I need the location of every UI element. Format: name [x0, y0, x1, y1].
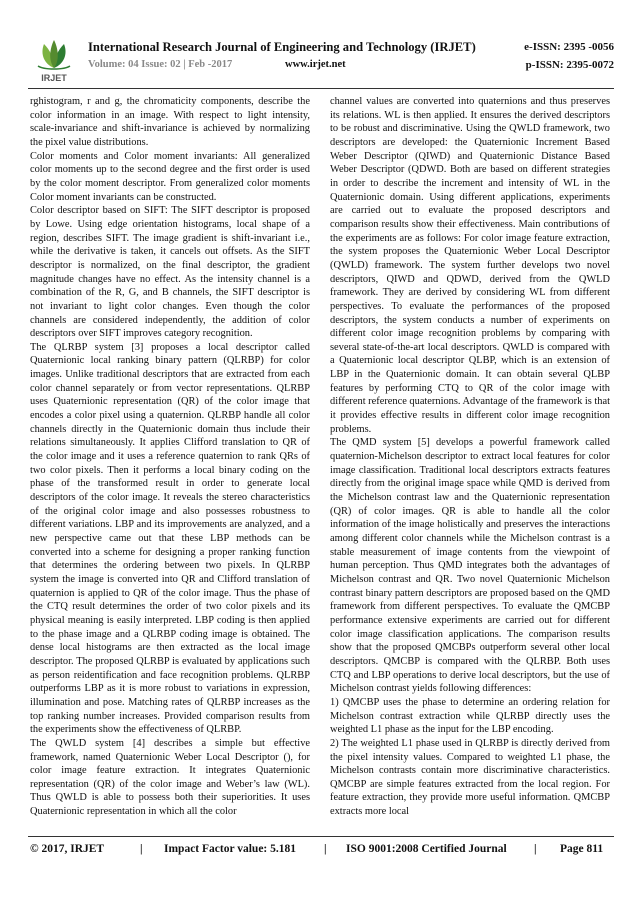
- paragraph: Color descriptor based on SIFT: The SIFT descriptor is proposed by Lowe. Using edge orientation histograms, local shape of a region, describes SIFT. The image gradient is shift-invariant i.e., while the derivative is taken, it cancels out offsets. As the SIFT descriptor is normalized, on the final descriptor, the gradient magnitude changes have no effect. As the intensity channel is a combination of the R, G, and B channels, the SIFT descriptor is not invariant to light color changes. Even though the color channels are considered independently, the addition of color descriptors over SIFT improves category recognition.: [30, 205, 310, 340]
- paragraph: 1) QMCBP uses the phase to determine an ordering relation for Michelson contrast extraction while QLRBP directly uses the weighted L1 phase as the input for the LBP encoding.: [330, 696, 610, 736]
- e-issn: e-ISSN: 2395 -0056: [524, 41, 614, 53]
- footer-separator: |: [324, 843, 327, 855]
- header-divider: [28, 88, 614, 89]
- impact-factor: Impact Factor value: 5.181: [164, 843, 297, 855]
- copyright: © 2017, IRJET: [30, 843, 105, 855]
- p-issn: p-ISSN: 2395-0072: [525, 59, 614, 71]
- paragraph: rghistogram, r and g, the chromaticity components, describe the color information in an image. With respect to light intensity, scale-invariance and shift-invariance is achieved by normalizing the pixel value distributions.: [30, 96, 310, 148]
- footer-divider: [28, 836, 614, 837]
- journal-title: International Research Journal of Engineering and Technology (IRJET): [88, 40, 476, 54]
- right-column: [330, 95, 610, 828]
- iso-certification: ISO 9001:2008 Certified Journal: [346, 843, 507, 855]
- paragraph: The QLRBP system [3] proposes a local descriptor called Quaternionic local ranking binary pattern (QLRBP) for color images. Unlike traditional descriptors that are extracted from each color channel separately or from vector representations. QLRBP uses Quaternionic representation (QR) of the color image that encodes a color pixel using a quaternion. QLRBP handle all color channels directly in the Quaternionic domain thus include their relations simultaneously. It applies Clifford translation to QR of the color image and it uses a reference quaternion to rank QRs of two color pixels. Then it performs a local binary coding on the phase of the transformed result in order to generate local descriptors of the color image. It reveals the stereo characteristics of the original color image and also possesses robustness to different variations. LBP and its improvements are analyzed, and a new perspective came out that these LBP methods can be converted into a scheme for designing a proper ranking function that determines the ordering between two pixels. In QLRBP system the image is converted into QR and Clifford translation of quaternion is applied to QR of the color image. Thus the phase of the CTQ result determines the order of two color pixels and its physical meaning is easily interpreted. LBP coding is then applied to the phase image and a QLRBP coding image is obtained. The dense local histograms are then extracted as the local image descriptor. The proposed QLRBP is evaluated by applications such as person reidentification and face recognition problems. QLRBP outperforms LBP as it is more robust to variations in expression, illumination and pose. Matching rates of QLRBP increases as the top ranking number increases. Provided comparison results from the experiments show the effectiveness of QLRBP.: [30, 341, 310, 736]
- volume-issue: Volume: 04 Issue: 02 | Feb -2017: [88, 59, 233, 70]
- paragraph: Color moments and Color moment invariants: All generalized color moments up to the second degree and the first order is used by the color moment descriptor. From generalized color moments Color moment invariants can be constructed.: [30, 150, 310, 203]
- journal-footer: [28, 843, 614, 861]
- journal-header: [28, 36, 614, 86]
- footer-separator: |: [534, 843, 537, 855]
- irjet-logo: [34, 38, 74, 84]
- left-column: [30, 95, 310, 828]
- paragraph: 2) The weighted L1 phase used in QLRBP is directly derived from the pixel intensity values. Compared to weighted L1 phase, the Michelson contrasts contain more discriminative characteristics. QMCBP are simple features extracted from the local region. For feature extraction, they provide more useful information. QMCBP extracts more local: [330, 737, 610, 818]
- journal-website: www.irjet.net: [285, 59, 346, 70]
- paragraph: The QWLD system [4] describes a simple but effective framework, named Quaternionic Weber Local Descriptor (), for color image feature extraction. It integrates Quaternionic representation (QR) of the color image and Weber’s law (WL). Thus QWLD is able to possess both their superiorities. It uses Quaternionic representation in which all the color: [30, 737, 310, 818]
- logo-text: IRJET: [41, 73, 67, 83]
- paragraph: channel values are converted into quaternions and thus preserves its relations. WL is then applied. It ensures the derived descriptors to be robust and discriminative. Using the QWLD framework, two descriptors are developed: the Quaternionic Increment Based Weber Descriptor (QIWD) and Quaternionic Distance Based Weber Descriptor (QDWD. Both are based on different strategies in order to describe the increment and intensity of WL in the Quaternionic domain. Using different applications, experiments are carried out to evaluate the proposed descriptors and comparison results show their effectiveness. Main contributions of the experiments are as follows: For color image feature extraction, the system proposes the Quaternionic Weber Local Descriptor (QWLD) framework. The system further develops two novel descriptors, QIWD and QDWD, derived from the QWLD framework. They are derived by considering WL from different perspectives. To evaluate the performances of the proposed descriptors, the system conducts a number of experiments on different color image recognition problems by comparing with several state-of-the-art local descriptors. QWLD is compared with a Quaternionic local descriptor QLBP, which is an extension of LBP in the Quaternionic domain. It can obtain several QLBP features by performing CTQ to QR of the color image with different reference quaternions. Advantage of the framework is that it provides effective results in different color image recognition problems.: [330, 96, 610, 435]
- paragraph: The QMD system [5] develops a powerful framework called quaternion-Michelson descriptor to extract local features for color image classification. Traditional local descriptors extracts features directly from the original image space while QMD is derived from the Michelson contrast law and the Quaternionic representation (QR) of color images. QR is able to handle all the color information of the image holistically and preserves the interactions among different color channels while the Michelson contrast is a stable measurement of image contents from the viewpoint of human perception. Thus QMD integrates both the advantages of Michelson contrast and QR. Two novel Quaternionic Michelson contrast binary pattern descriptors are proposed based on the QMD framework from different perspectives. To evaluate the QMCBP performance extensive experiments are carried out for different color image classification applications. The comparison results show that the proposed QMCBPs outperform several other local descriptors. QMCBP is compared with the QLRBP. Both uses CTQ and LBP operations to derive local descriptors, but the use of Michelson contrast yields following differences:: [330, 437, 610, 695]
- footer-separator: |: [140, 843, 143, 855]
- page-number: Page 811: [560, 843, 604, 855]
